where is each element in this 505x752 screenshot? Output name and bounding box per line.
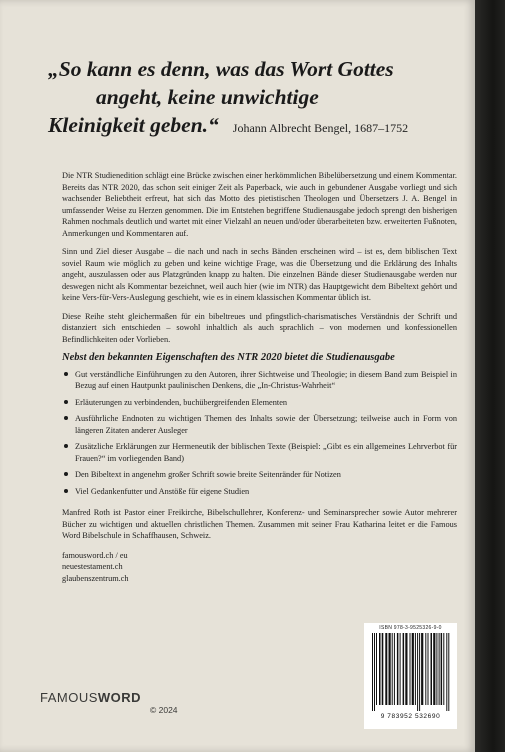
feature-text: Ausführliche Endnoten zu wichtigen Themen des Inhalts sowie der Übersetzung; teilweise auch in Form von längeren Zitaten anderer Ausleger [75,414,457,435]
feature-item [62,397,457,409]
feature-text: Den Bibeltext in angenehm großer Schrift sowie breite Seitenränder für Notizen [75,470,341,479]
feature-item [62,369,457,392]
blurb-paragraph-1: Die NTR Studienedition schlägt eine Brücke zwischen einer herkömmlichen Bibelübersetzung und einem Kommentar. Bereits das NTR 2020, das schon seit einiger Zeit als Paperback, wie auch in gebundener Ausgabe vorliegt und sich wachsender Beliebtheit erfreut, hat sich das Motto des pietistischen Theologen und Übersetzers J. A. Bengel in umfassender Weise zu Herzen genommen. Die im Entstehen begriffene Studienausgabe jedoch sprengt den bisherigen Rahmen nochmals deutlich und wartet mit einer Vielzahl an neuen und/oder überarbeiteten bzw. erweiterten Fußnoten, Anmerkungen und Kommentaren auf. [62,171,457,238]
feature-text: Zusätzliche Erklärungen zur Hermeneutik der biblischen Texte (Beispiel: „Gibt es ein allgemeines Lehrverbot für Frauen?“ im vorliegenden Band) [75,442,457,463]
quote-line-1: „So kann es denn, was das Wort Gottes [48,57,394,81]
feature-item [62,441,457,464]
book-spine [475,0,505,752]
feature-item [62,486,457,498]
bullet-icon [64,472,68,476]
link-famousword[interactable]: famousword.ch / eu [62,550,128,560]
barcode-digits: 9 783952 532690 [380,713,441,720]
blurb-paragraph-2: Sinn und Ziel dieser Ausgabe – die nach und nach in sechs Bänden erscheinen wird – ist es, dem biblischen Text soviel Raum wie möglich zu geben und keine wichtige Frage, was die Übersetzung und die Erklärung des Inhalts angeht, auszulassen oder aus Platzgründen knapp zu halten. Die einzelnen Bände dieser Studienausgabe werden nur deswegen nicht als Kommentar bezeichnet, weil auch hier (wie im NTR) das Hauptgewicht dem Bibeltext gehört und keine Vers-für-Vers-Auslegung geschieht, wie es in einem klassischen Kommentar üblich ist. [62,247,457,302]
blurb-paragraph-3: Diese Reihe steht gleichermaßen für ein bibeltreues und pfingstlich-charismatisches Verständnis der Schrift und distanziert sich entschieden – sowohl inhaltlich als auch sprachlich – von modernen und konfessionellen Befindlichkeiten oder Vorlieben. [62,311,457,344]
blurb-text [62,170,457,584]
bullet-icon [64,489,68,493]
feature-text: Erläuterungen zu verbindenden, buchübergreifenden Elementen [75,397,288,407]
website-links [62,550,457,585]
bullet-icon [64,444,68,448]
feature-item [62,469,457,481]
link-glaubenszentrum[interactable]: glaubenszentrum.ch [62,573,129,583]
quote-line-3: Kleinigkeit geben.“ [48,113,219,137]
author-bio: Manfred Roth ist Pastor einer Freikirche, Bibelschullehrer, Konferenz- und Seminarsprecher sowie Autor mehrerer Bücher zu wichtigen und aktuellen christlichen Themen. Zusammen mit seiner Frau Katharina leitet er die Famous Word Bibelschule in Schaffhausen, Schweiz. [62,508,457,540]
features-list [62,369,457,498]
bullet-icon [64,400,68,404]
feature-text: Gut verständliche Einführungen zu den Autoren, ihrer Sichtweise und Theologie; in diesem Band zum Beispiel in Bezug auf einen Hautpunkt paulinischen Denkens, die „In-Christus-Wahrheit“ [75,369,457,390]
bullet-icon [64,416,68,420]
epigraph-quote [48,55,458,139]
isbn-label: ISBN 978-3-9525326-9-0 [379,625,442,631]
quote-line-2: angeht, keine unwichtige [96,85,319,109]
link-neuestestament[interactable]: neuestestament.ch [62,562,123,571]
feature-text: Viel Gedankenfutter und Anstöße für eigene Studien [75,486,250,496]
copyright-notice: © 2024 [150,705,178,715]
barcode [364,623,457,729]
bullet-icon [64,372,68,376]
barcode-bars [370,633,451,711]
publisher-logo [40,690,141,705]
quote-author: Johann Albrecht Bengel, 1687–1752 [232,121,409,135]
logo-part-word: WORD [97,690,142,705]
features-heading: Nebst den bekannten Eigenschaften des NTR 2020 bietet die Studienausgabe [62,352,395,363]
logo-part-famous: FAMOUS [40,690,98,705]
feature-item [62,413,457,436]
